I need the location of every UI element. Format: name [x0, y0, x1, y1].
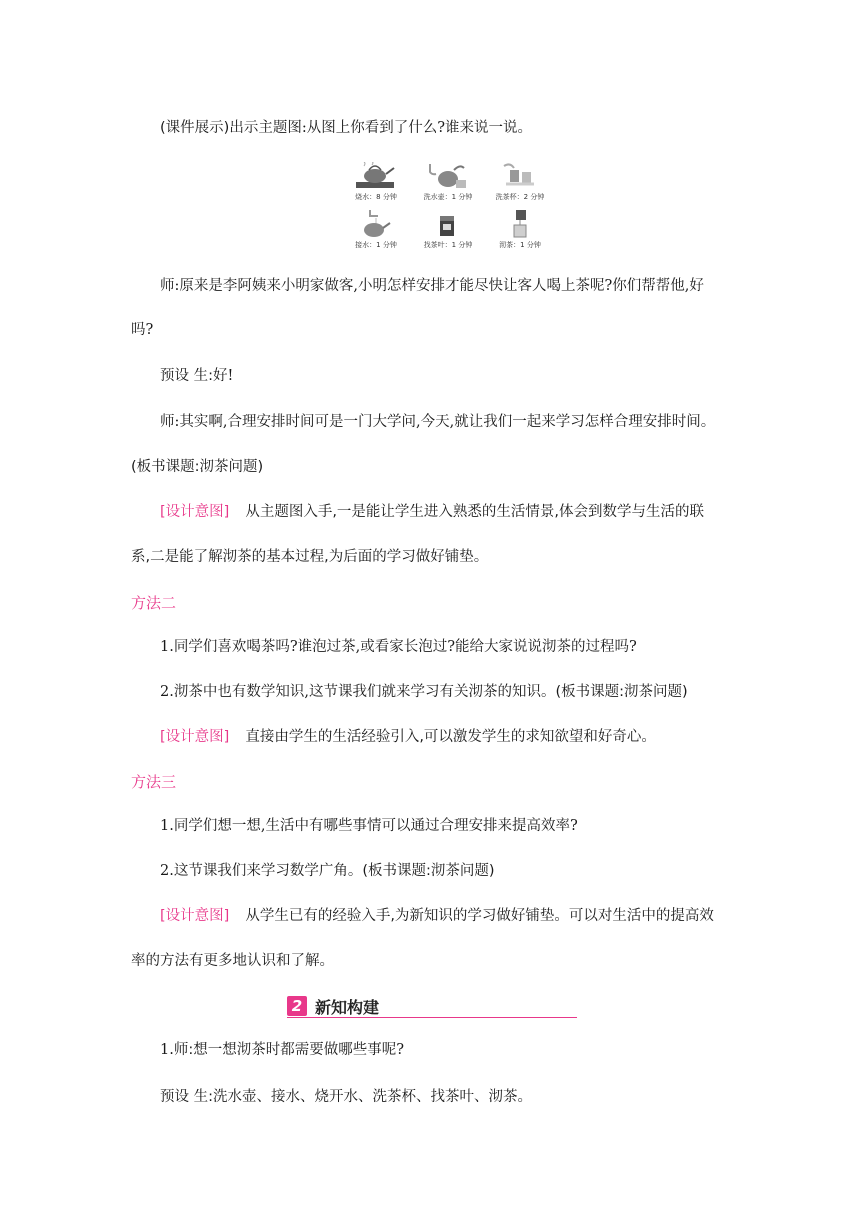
intro-paragraph — [160, 118, 532, 138]
method-3-item-2 — [160, 861, 495, 881]
board-title-note: (板书课题:沏茶问题) — [555, 684, 688, 700]
figure-cell-wash-cups — [484, 160, 556, 208]
figure-caption: 找茶叶：1 分钟 — [423, 241, 473, 249]
figure-cell-boil — [340, 160, 412, 208]
figure-cell-wash-kettle — [412, 160, 484, 208]
method-2-item-1: 1.同学们喜欢喝茶吗?谁泡过茶,或看家长泡过?能给大家说说沏茶的过程吗? — [160, 639, 637, 655]
method-3-item-2-text: 2.这节课我们来学习数学广角。 — [160, 863, 363, 879]
design-intent-tag: [设计意图] — [160, 729, 230, 745]
design-intent-text: 从主题图入手,一是能让学生进入熟悉的生活情景,体会到数学与生活的联 — [245, 504, 705, 520]
figure-cell-find-tea — [412, 208, 484, 256]
method-3-heading: 方法三 — [131, 773, 177, 791]
figure-caption: 烧水：8 分钟 — [355, 193, 397, 201]
intro-text: 出示主题图:从图上你看到了什么?谁来说一说。 — [229, 120, 532, 136]
find-tea-leaves-icon — [424, 210, 470, 238]
preset-label: 预设 生: — [160, 1089, 213, 1105]
method-2-heading: 方法二 — [131, 594, 177, 612]
design-intent-text: 从学生已有的经验入手,为新知识的学习做好铺垫。可以对生活中的提高效 — [245, 908, 714, 924]
section-title: 新知构建 — [315, 998, 380, 1017]
figure-cell-brew — [484, 208, 556, 256]
brew-tea-icon — [496, 210, 542, 238]
fill-water-icon — [352, 210, 398, 238]
question-1 — [160, 1040, 404, 1060]
method-2-item-2 — [160, 682, 688, 702]
figure-caption: 沏茶：1 分钟 — [499, 241, 541, 249]
question-number: 1. — [160, 1042, 174, 1058]
preset-text: 好! — [213, 368, 234, 384]
design-intent-2 — [160, 727, 656, 747]
tea-process-figure — [338, 158, 558, 256]
teacher-line-1b: 吗? — [131, 322, 154, 338]
preset-label: 预设 生: — [160, 368, 213, 384]
board-title-note: (板书课题:沏茶问题) — [131, 459, 264, 475]
board-title-note: (板书课题:沏茶问题) — [362, 863, 495, 879]
figure-caption: 洗茶杯：2 分钟 — [495, 193, 545, 201]
wash-kettle-icon — [424, 162, 470, 190]
courseware-tag: (课件展示) — [160, 120, 230, 136]
teacher-label: 师: — [173, 1042, 194, 1058]
design-intent-tag: [设计意图] — [160, 504, 230, 520]
design-intent-text: 直接由学生的生活经验引入,可以激发学生的求知欲望和好奇心。 — [245, 729, 656, 745]
section-number-badge: 2 — [287, 996, 307, 1016]
section-underline — [287, 1017, 577, 1018]
design-intent-3-cont: 率的方法有更多地认识和了解。 — [131, 953, 334, 969]
preset-text: 洗水壶、接水、烧开水、洗茶杯、找茶叶、沏茶。 — [213, 1089, 532, 1105]
teacher-line-2a: 师:其实啊,合理安排时间可是一门大学问,今天,就让我们一起来学习怎样合理安排时间。 — [160, 414, 716, 430]
design-intent-1-cont: 系,二是能了解沏茶的基本过程,为后面的学习做好铺垫。 — [131, 549, 489, 565]
method-2-item-2-text: 2.沏茶中也有数学知识,这节课我们就来学习有关沏茶的知识。 — [160, 684, 556, 700]
design-intent-3 — [160, 906, 714, 926]
section-banner — [287, 994, 577, 1020]
kettle-on-stove-icon — [352, 162, 398, 190]
teacher-line-1a: 师:原来是李阿姨来小明家做客,小明怎样安排才能尽快让客人喝上茶呢?你们帮帮他,好 — [160, 278, 704, 294]
design-intent-tag: [设计意图] — [160, 908, 230, 924]
design-intent-1 — [160, 502, 704, 522]
question-text: 想一想沏茶时都需要做哪些事呢? — [193, 1042, 405, 1058]
preset-answer-2 — [160, 1087, 532, 1107]
wash-cups-icon — [496, 162, 542, 190]
preset-answer-1 — [160, 366, 233, 386]
figure-cell-fill-water — [340, 208, 412, 256]
figure-caption: 洗水壶：1 分钟 — [423, 193, 473, 201]
method-3-item-1: 1.同学们想一想,生活中有哪些事情可以通过合理安排来提高效率? — [160, 818, 578, 834]
figure-caption: 接水：1 分钟 — [355, 241, 397, 249]
